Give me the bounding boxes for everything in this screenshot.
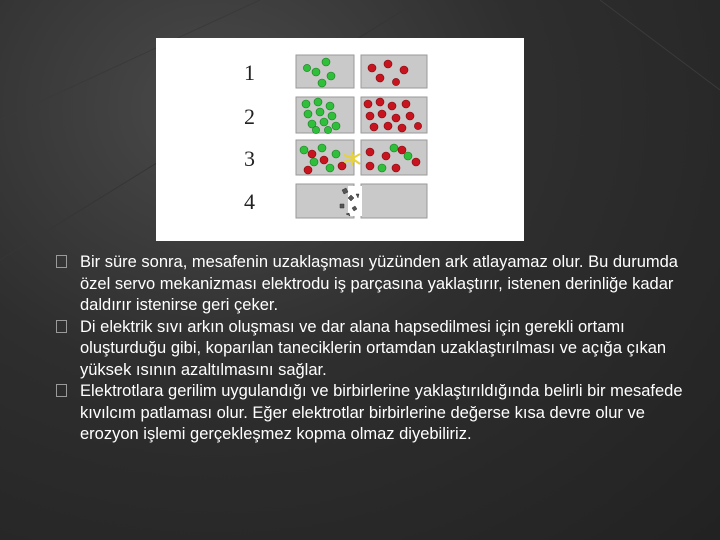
bullet-item: [56, 252, 686, 317]
bullet-box-icon: [56, 320, 67, 333]
bullet-list: [56, 252, 686, 446]
bullet-box-icon: [56, 255, 67, 268]
crater-gap-4: [348, 186, 362, 216]
bullet-text: Elektrotlara gerilim uygulandığı ve birbirlerine yaklaştırıldığında belirli bir mesafede kıvılcım patlaması olur. Eğer elektrotlar birbirlerine değerse kısa devre olur ve erozyon işlemi gerçekleşmez kopma olmaz diyebiliriz.: [80, 382, 683, 443]
step-label-2: 2: [244, 104, 255, 129]
step-label-3: 3: [244, 146, 255, 171]
workpiece-right-4: [361, 184, 427, 218]
step-label-4: 4: [244, 189, 255, 214]
bullet-item: [56, 381, 686, 446]
edm-diagram: [156, 38, 524, 241]
bullet-box-icon: [56, 384, 67, 397]
bullet-item: [56, 317, 686, 382]
step-label-1: 1: [244, 60, 255, 85]
bullet-text: Bir süre sonra, mesafenin uzaklaşması yüzünden ark atlayamaz olur. Bu durumda özel servo mekanizması elektrodu iş parçasına yaklaştırır, istenen derinliğe kadar daldırır istenirse geri çeker.: [80, 253, 678, 314]
bullet-text: Di elektrik sıvı arkın oluşması ve dar alana hapsedilmesi için gerekli ortamı oluşturduğu gibi, koparılan taneciklerin ortamdan uzaklaştırılması ve açığa çıkan yüksek ısının azaltılmasını sağlar.: [80, 317, 667, 379]
edm-process-figure: [156, 38, 524, 241]
